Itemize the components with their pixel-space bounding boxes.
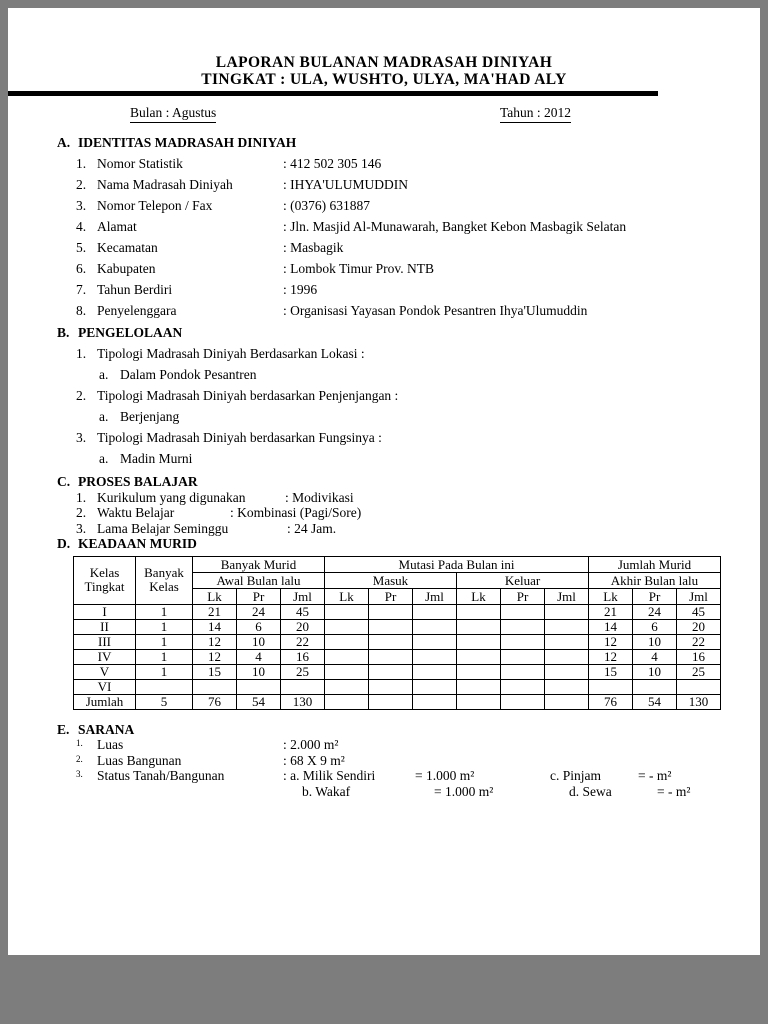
document-title [8,8,760,88]
col-header-banyak-kelas: Banyak Kelas [136,556,193,604]
table-cell: 45 [281,604,325,619]
col-header-akhir-bulan: Akhir Bulan lalu [589,572,721,588]
item-value: : Masbagik [283,240,344,255]
sarana-item [76,738,740,752]
table-cell [457,604,501,619]
sub-item-letter: a. [99,409,109,424]
status-values-line-2 [76,785,740,799]
table-cell [545,679,589,694]
typology-item [76,389,740,403]
table-cell: VI [74,679,136,694]
section-b-letter: B. [57,325,70,340]
table-cell: 76 [589,694,633,709]
table-cell [501,679,545,694]
table-cell: 4 [237,649,281,664]
table-cell: 16 [281,649,325,664]
table-cell: 10 [633,634,677,649]
table-cell [369,619,413,634]
table-cell: 12 [589,649,633,664]
col-header-lk: Lk [589,588,633,604]
item-label: Kurikulum yang digunakan [97,489,246,505]
col-header-mutasi: Mutasi Pada Bulan ini [325,556,589,572]
item-label: Waktu Belajar [97,505,175,520]
section-d-heading [57,537,740,551]
table-cell [413,604,457,619]
col-header-pr: Pr [369,588,413,604]
table-cell: 6 [237,619,281,634]
table-cell [457,664,501,679]
item-label: Kabupaten [97,261,156,276]
col-header-pr: Pr [237,588,281,604]
document-page [8,8,760,955]
item-label: Tahun Berdiri [97,282,173,297]
table-cell [369,679,413,694]
section-e-title: SARANA [78,721,135,737]
item-text: Tipologi Madrasah Diniyah berdasarkan Fungsinya : [97,430,382,445]
table-cell [501,619,545,634]
typology-sub-item [99,368,740,382]
table-cell: 5 [136,694,193,709]
item-number: 1. [76,346,87,361]
typology-sub-item [99,452,740,466]
table-cell [413,619,457,634]
sarana-item [76,754,740,768]
table-cell [369,604,413,619]
typology-item [76,347,740,361]
item-value: : Kombinasi (Pagi/Sore) [230,505,362,520]
table-cell: 1 [136,634,193,649]
identity-item [76,157,740,171]
table-cell: V [74,664,136,679]
table-cell: 10 [237,634,281,649]
item-value: : 412 502 305 146 [283,156,382,171]
item-value: : Lombok Timur Prov. NTB [283,261,435,276]
col-header-lk: Lk [457,588,501,604]
col-header-jumlah-murid: Jumlah Murid [589,556,721,572]
table-cell: 10 [237,664,281,679]
table-cell [413,664,457,679]
table-row [74,619,721,634]
item-label: Nomor Statistik [97,156,183,171]
table-cell: 6 [633,619,677,634]
col-header-awal-bulan: Awal Bulan lalu [193,572,325,588]
item-label: Alamat [97,219,137,234]
item-label: Kecamatan [97,240,158,255]
item-number: 2. [76,753,83,764]
item-label: Luas [97,737,124,752]
item-text: Tipologi Madrasah Diniyah berdasarkan Penjenjangan : [97,388,399,403]
identity-item [76,283,740,297]
sub-item-letter: a. [99,451,109,466]
identity-item [76,178,740,192]
table-cell [545,634,589,649]
table-cell: 1 [136,649,193,664]
table-cell [369,649,413,664]
table-cell [325,634,369,649]
item-text: Tipologi Madrasah Diniyah Berdasarkan Lokasi : [97,346,365,361]
sub-item-text: Madin Murni [120,451,193,466]
table-cell: 22 [677,634,721,649]
item-number: 1. [76,738,83,748]
table-cell [545,619,589,634]
table-cell: 130 [281,694,325,709]
item-number: 2. [76,505,87,520]
section-d-title: KEADAAN MURID [78,535,197,551]
col-header-lk: Lk [193,588,237,604]
item-number: 1. [76,156,87,171]
table-cell [237,679,281,694]
table-cell: 1 [136,619,193,634]
table-cell [589,679,633,694]
col-header-lk: Lk [325,588,369,604]
table-cell [501,634,545,649]
table-cell: 24 [237,604,281,619]
table-row [74,679,721,694]
item-value: : (0376) 631887 [283,198,370,213]
status-milik-sendiri-value: = 1.000 m² [415,768,475,783]
section-b-title: PENGELOLAAN [78,325,183,340]
report-period-row [8,105,760,123]
table-row [74,604,721,619]
item-label: Penyelenggara [97,303,177,318]
table-cell: 14 [589,619,633,634]
table-cell: 10 [633,664,677,679]
table-cell: III [74,634,136,649]
table-cell: 130 [677,694,721,709]
table-cell [457,679,501,694]
table-cell [633,679,677,694]
table-cell: 4 [633,649,677,664]
section-c-heading [57,475,740,489]
item-value: : 1996 [283,282,318,297]
item-number: 3. [76,430,87,445]
table-cell: 20 [677,619,721,634]
item-value: : Modivikasi [285,489,354,505]
header-rule [8,91,658,96]
table-cell [281,679,325,694]
item-number: 3. [76,198,87,213]
item-number: 3. [76,769,83,779]
status-sewa-value: = - m² [657,783,691,799]
table-cell: 54 [633,694,677,709]
table-cell [545,604,589,619]
item-label: Nomor Telepon / Fax [97,198,213,213]
table-cell: Jumlah [74,694,136,709]
item-label: Lama Belajar Seminggu [97,520,229,536]
process-item [76,491,740,505]
table-cell: 24 [633,604,677,619]
table-row [74,634,721,649]
table-cell: 12 [193,649,237,664]
table-cell [193,679,237,694]
table-cell: 21 [589,604,633,619]
table-cell: 20 [281,619,325,634]
year-label: Tahun : 2012 [500,105,571,123]
table-cell [136,679,193,694]
item-number: 8. [76,303,87,318]
table-cell [325,664,369,679]
typology-item [76,431,740,445]
table-cell [369,664,413,679]
table-row [74,694,721,709]
table-cell: 76 [193,694,237,709]
sub-item-text: Berjenjang [120,409,180,424]
student-table-body [74,604,721,709]
identity-item [76,262,740,276]
section-c-title: PROSES BALAJAR [78,474,198,489]
col-header-masuk: Masuk [325,572,457,588]
sarana-item [76,769,740,783]
table-cell: 14 [193,619,237,634]
item-value: : IHYA'ULUMUDDIN [283,177,409,192]
table-cell: 45 [677,604,721,619]
item-value: : 2.000 m² [283,737,339,752]
table-cell [325,649,369,664]
item-number: 4. [76,219,87,234]
status-wakaf-value: = 1.000 m² [434,783,494,799]
table-cell [413,694,457,709]
table-cell: 1 [136,664,193,679]
section-b-heading [57,326,740,340]
table-cell [369,694,413,709]
sub-item-letter: a. [99,367,109,382]
item-value: : 24 Jam. [287,520,337,536]
status-values-line-1 [283,769,740,783]
table-cell [545,694,589,709]
table-cell [677,679,721,694]
table-cell: 12 [589,634,633,649]
table-cell: 25 [281,664,325,679]
table-cell [545,664,589,679]
table-cell: 22 [281,634,325,649]
table-cell: 12 [193,634,237,649]
process-item [76,506,740,520]
col-header-kelas-tingkat: Kelas Tingkat [74,556,136,604]
table-row [74,664,721,679]
table-cell [501,664,545,679]
table-cell [413,649,457,664]
process-item [76,522,740,536]
col-header-banyak-murid: Banyak Murid [193,556,325,572]
item-value: : 68 X 9 m² [283,752,345,768]
item-number: 3. [76,520,87,536]
item-number: 1. [76,489,87,505]
item-number: 6. [76,261,87,276]
table-cell: 16 [677,649,721,664]
table-cell: 54 [237,694,281,709]
identity-item [76,199,740,213]
table-cell [457,649,501,664]
item-number: 7. [76,282,87,297]
section-c-letter: C. [57,474,71,489]
table-cell: II [74,619,136,634]
sub-item-text: Dalam Pondok Pesantren [120,367,257,382]
section-e-heading [57,723,740,737]
table-cell: 21 [193,604,237,619]
table-cell [325,694,369,709]
section-d-letter: D. [57,535,71,551]
document-body [8,136,760,799]
item-number: 5. [76,240,87,255]
table-cell [457,694,501,709]
item-value: : Organisasi Yayasan Pondok Pesantren Ihya'Ulumuddin [283,303,588,318]
student-table [73,556,721,710]
table-cell [413,679,457,694]
table-cell [545,649,589,664]
col-header-pr: Pr [501,588,545,604]
item-number: 2. [76,388,87,403]
item-label: Status Tanah/Bangunan [97,768,225,783]
table-cell: 1 [136,604,193,619]
table-cell [369,634,413,649]
month-label: Bulan : Agustus [130,105,216,123]
table-cell [325,679,369,694]
table-cell: 15 [589,664,633,679]
status-pinjam: c. Pinjam [550,768,601,783]
identity-item [76,220,740,234]
item-label: Luas Bangunan [97,752,182,768]
col-header-keluar: Keluar [457,572,589,588]
table-cell [413,634,457,649]
item-value: : Jln. Masjid Al-Munawarah, Bangket Kebon Masbagik Selatan [283,219,627,234]
status-pinjam-value: = - m² [638,768,672,783]
item-number: 2. [76,177,87,192]
table-cell [457,619,501,634]
status-wakaf: b. Wakaf [302,783,351,799]
table-row [74,649,721,664]
table-cell: I [74,604,136,619]
table-cell [501,604,545,619]
status-sewa: d. Sewa [569,783,612,799]
col-header-jml: Jml [677,588,721,604]
typology-sub-item [99,410,740,424]
table-cell [457,634,501,649]
section-a-title: IDENTITAS MADRASAH DINIYAH [78,135,297,150]
table-cell [501,649,545,664]
identity-item [76,241,740,255]
table-cell [325,619,369,634]
table-header-row [74,556,721,572]
table-cell [325,604,369,619]
col-header-jml: Jml [413,588,457,604]
table-cell [501,694,545,709]
table-cell: 15 [193,664,237,679]
col-header-pr: Pr [633,588,677,604]
table-cell: 25 [677,664,721,679]
section-e-letter: E. [57,721,70,737]
section-a-heading [57,136,740,150]
title-line-1: LAPORAN BULANAN MADRASAH DINIYAH [215,54,553,71]
status-milik-sendiri: : a. Milik Sendiri [283,768,376,783]
identity-item [76,304,740,318]
section-a-letter: A. [57,135,71,150]
item-label: Nama Madrasah Diniyah [97,177,233,192]
table-cell: IV [74,649,136,664]
col-header-jml: Jml [281,588,325,604]
title-line-2: TINGKAT : ULA, WUSHTO, ULYA, MA'HAD ALY [201,71,567,88]
col-header-jml: Jml [545,588,589,604]
